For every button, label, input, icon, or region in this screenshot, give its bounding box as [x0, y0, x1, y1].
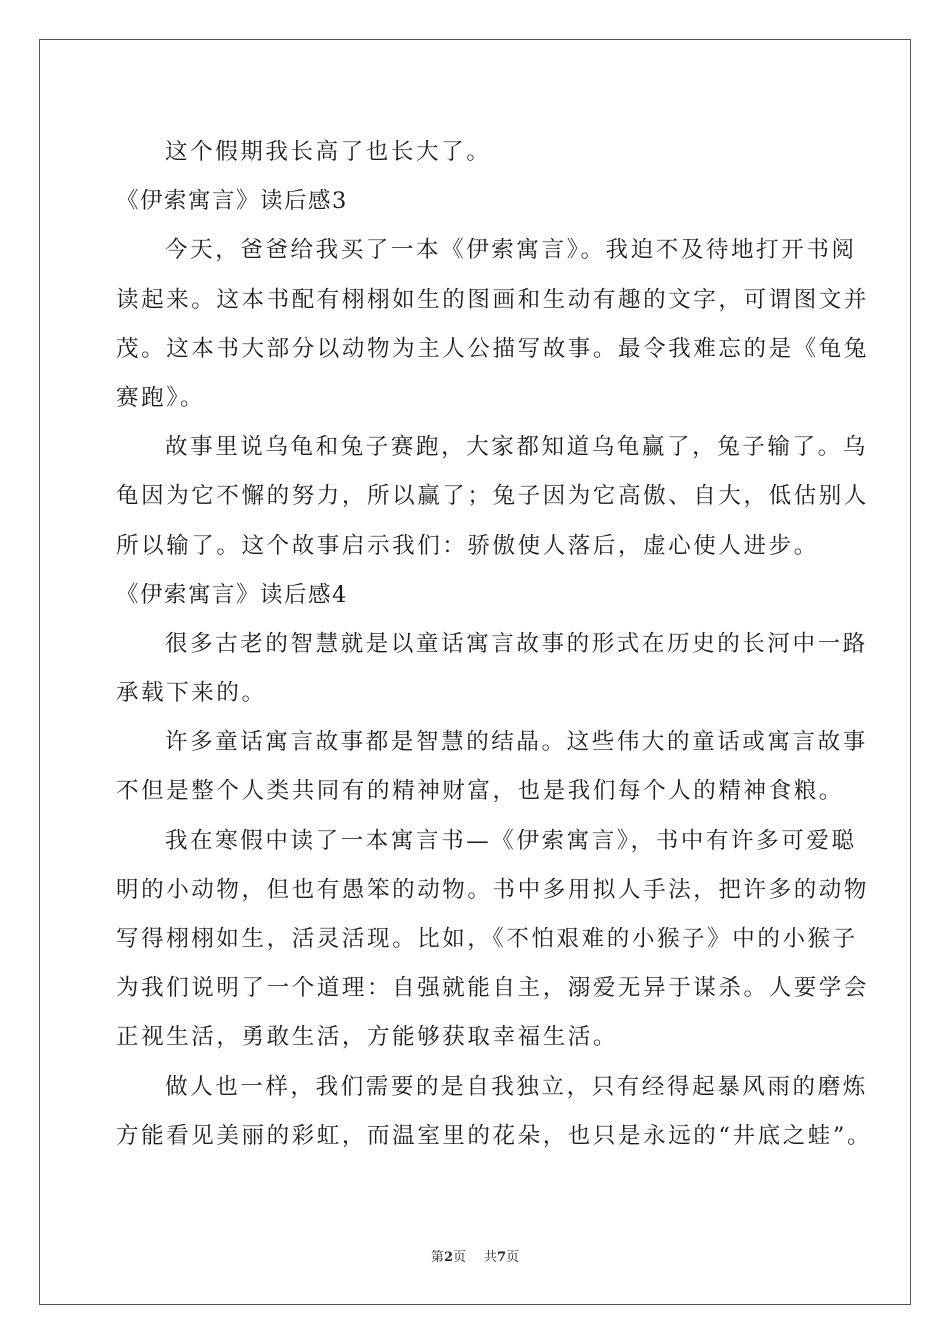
paragraph-line: 不但是整个人类共同有的精神财富，也是我们每个人的精神食粮。	[116, 778, 844, 805]
paragraph-line: 为我们说明了一个道理：自强就能自主，溺爱无异于谋杀。人要学会	[116, 975, 870, 1002]
paragraph-line: 明的小动物，但也有愚笨的动物。书中多用拟人手法，把许多的动物	[116, 876, 870, 903]
total-page-count: 7	[497, 1250, 507, 1265]
paragraph-line: 承载下来的。	[116, 680, 267, 707]
paragraph-line: 赛跑》。	[116, 384, 206, 411]
paragraph-line: 今天，爸爸给我买了一本《伊索寓言》。我迫不及待地打开书阅	[165, 237, 857, 264]
paragraph-line: 做人也一样，我们需要的是自我独立，只有经得起暴风雨的磨炼	[165, 1073, 868, 1100]
paragraph-line: 方能看见美丽的彩虹，而温室里的花朵，也只是永远的“井底之蛙”。	[116, 1122, 873, 1149]
paragraph-line: 龟因为它不懈的努力，所以赢了；兔子因为它高傲、自大，低估别人	[116, 483, 870, 510]
total-pages-label: 共7页	[484, 1250, 520, 1265]
paragraph-line: 许多童话寓言故事都是智慧的结晶。这些伟大的童话或寓言故事	[165, 729, 868, 756]
current-page-number: 2	[443, 1250, 453, 1265]
paragraph-line: 正视生活，勇敢生活，方能够获取幸福生活。	[116, 1024, 619, 1051]
section-heading: 《伊索寓言》读后感4	[116, 581, 348, 608]
page-footer	[0, 1246, 950, 1265]
section-heading: 《伊索寓言》读后感3	[116, 188, 348, 215]
paragraph-line: 很多古老的智慧就是以童话寓言故事的形式在历史的长河中一路	[165, 630, 868, 657]
paragraph-line: 所以输了。这个故事启示我们：骄傲使人落后，虚心使人进步。	[116, 532, 819, 559]
paragraph-line: 读起来。这本书配有栩栩如生的图画和生动有趣的文字，可谓图文并	[116, 286, 870, 313]
paragraph-line: 写得栩栩如生，活灵活现。比如，《不怕艰难的小猴子》中的小猴子	[116, 926, 858, 952]
paragraph-line: 这个假期我长高了也长大了。	[165, 139, 492, 165]
paragraph-line: 我在寒假中读了一本寓言书—《伊索寓言》，书中有许多可爱聪	[165, 827, 857, 854]
paragraph-line: 茂。这本书大部分以动物为主人公描写故事。最令我难忘的是《龟兔	[116, 335, 870, 362]
paragraph-line: 故事里说乌龟和兔子赛跑，大家都知道乌龟赢了，兔子输了。乌	[165, 434, 868, 461]
page-number-label: 第2页	[430, 1250, 466, 1265]
document-body	[116, 128, 873, 1161]
